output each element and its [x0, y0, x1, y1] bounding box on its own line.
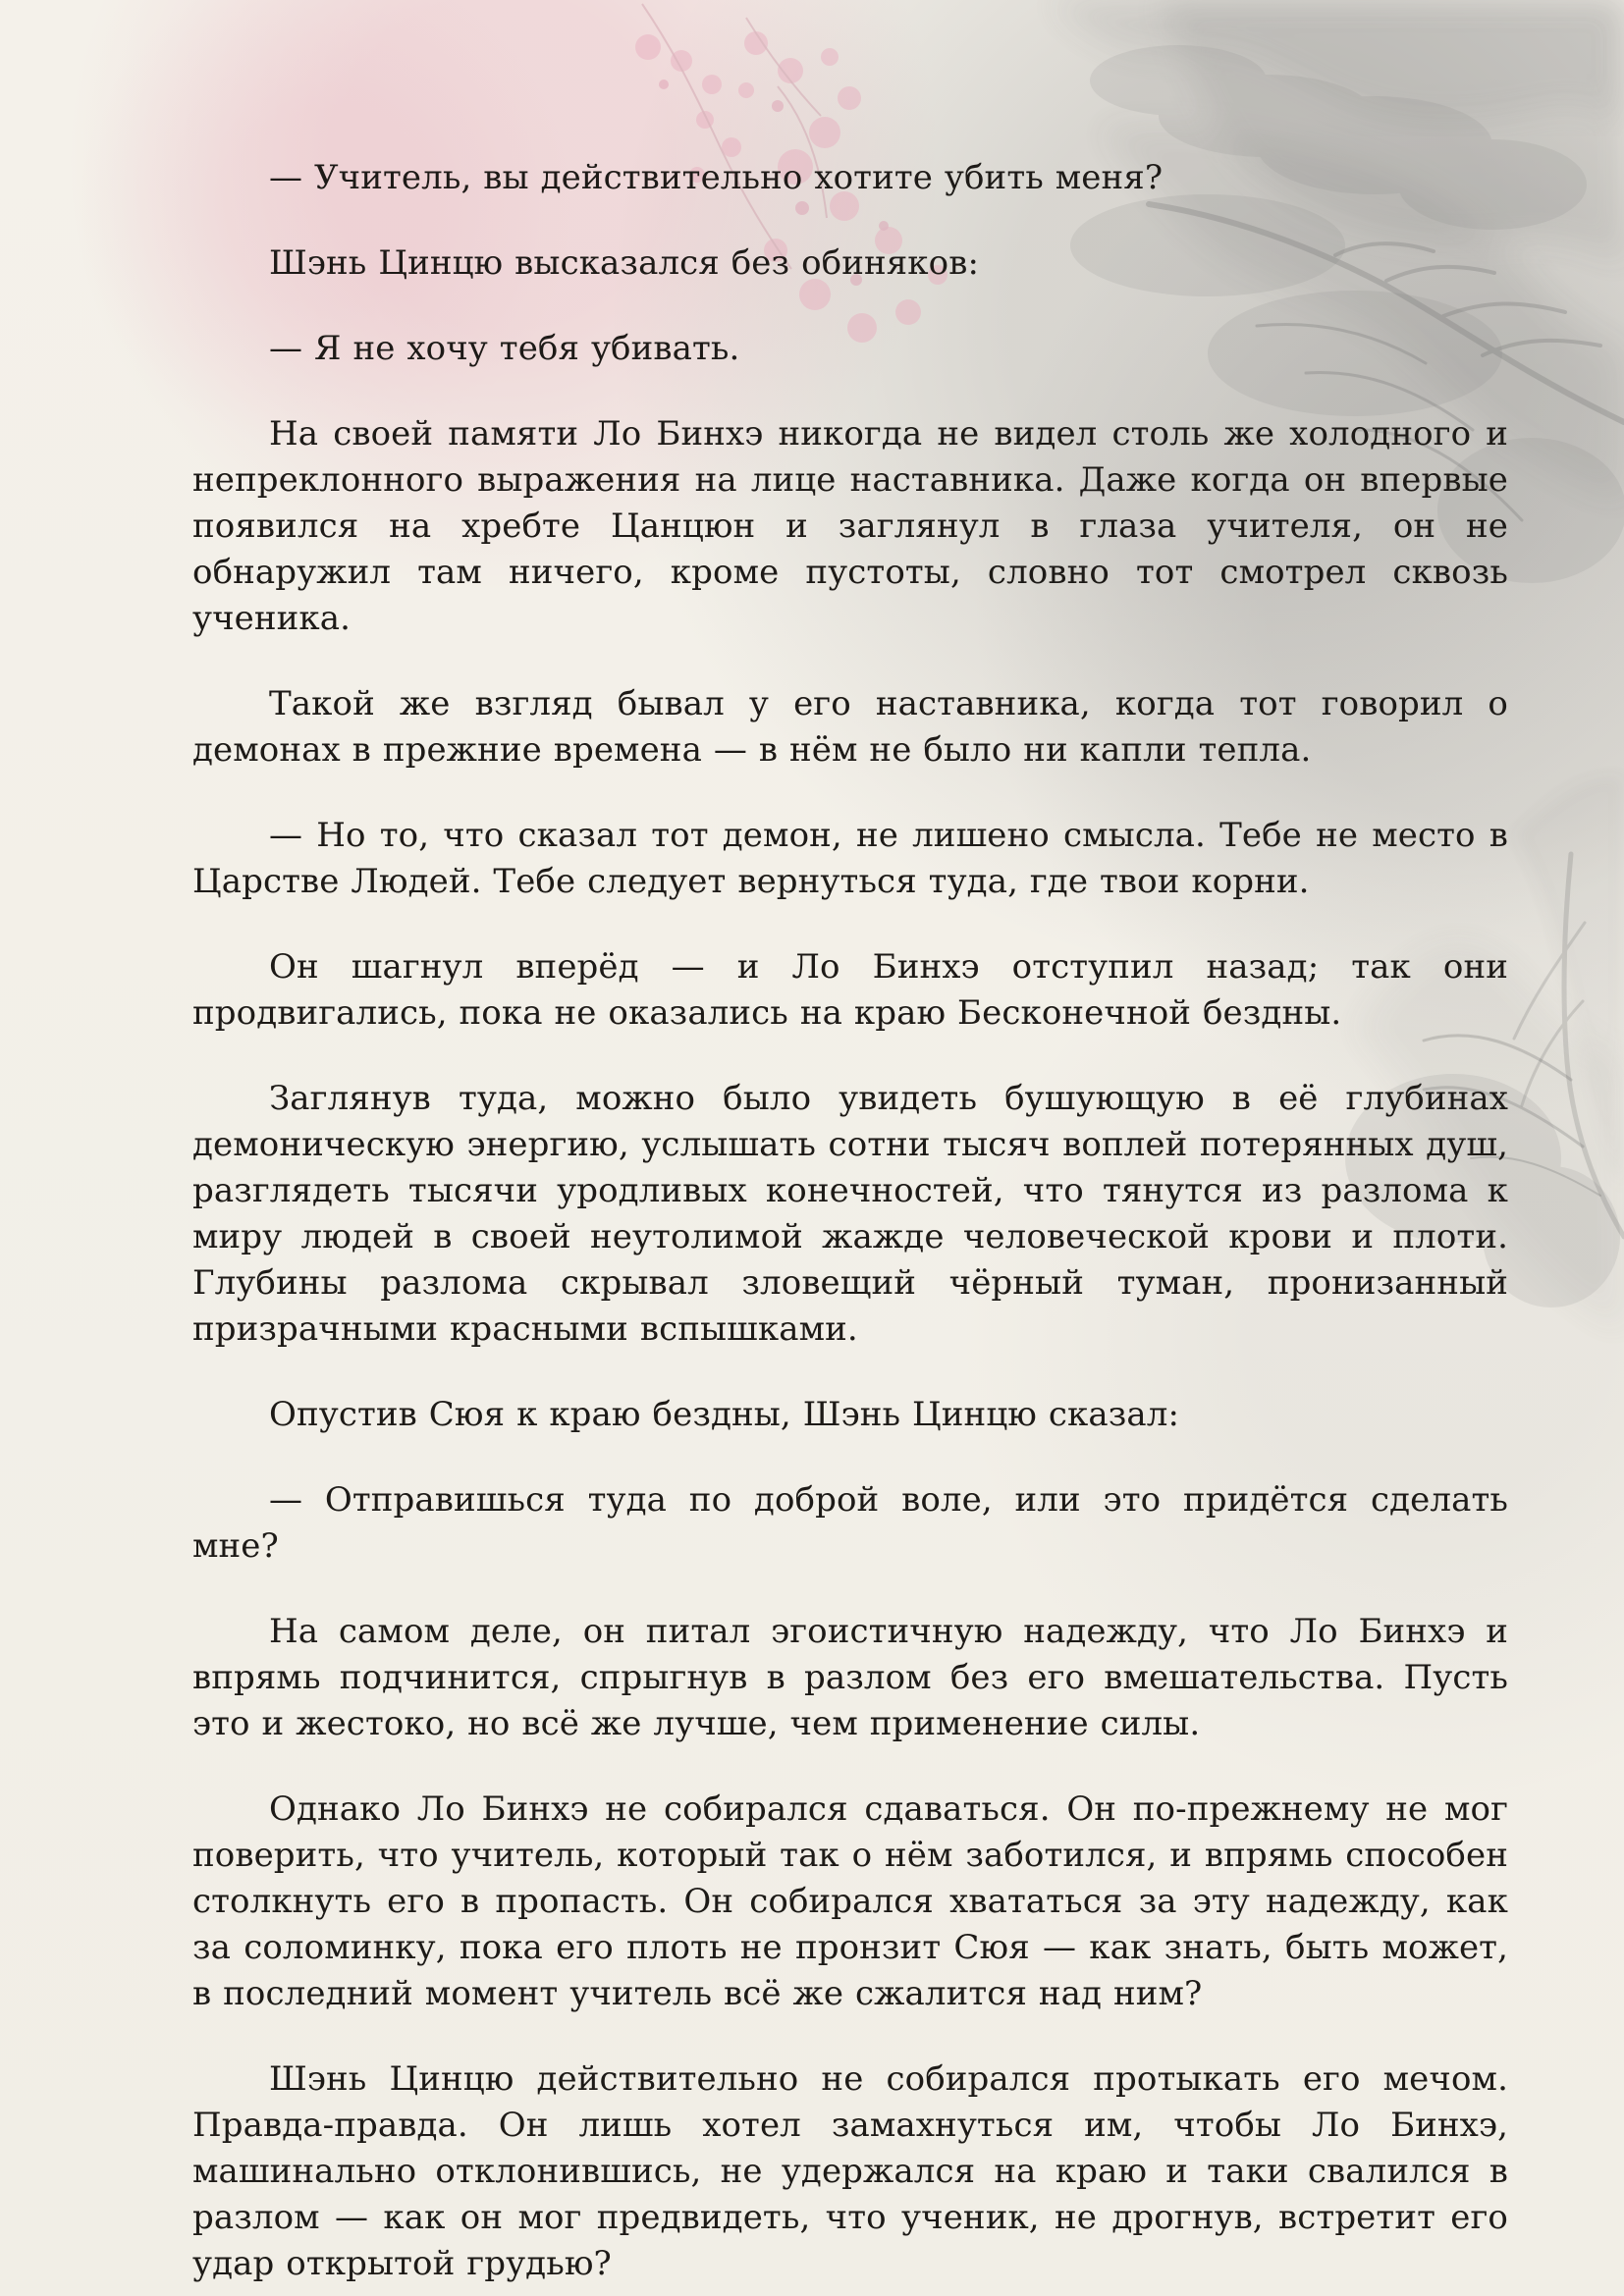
main-text — [192, 155, 1508, 2287]
paragraph-3: — Я не хочу тебя убивать. — [269, 329, 740, 368]
paragraph-7: Он шагнул вперёд — и Ло Бинхэ отступил назад; так они продвигались, пока не оказались на краю Бесконечной бездны. — [192, 947, 1508, 1033]
paragraph-4: На своей памяти Ло Бинхэ никогда не видел столь же холодного и непреклонного выражения на лице наставника. Даже когда он впервые появился на хребте Цанцюн и заглянул в глаза учителя, он не обнаружил там ничего, кроме пустоты, словно тот смотрел сквозь ученика. — [192, 414, 1508, 638]
paragraph-6: — Но то, что сказал тот демон, не лишено смысла. Тебе не место в Царстве Людей. Тебе следует вернуться туда, где твои корни. — [192, 816, 1508, 901]
paragraph-13: Шэнь Цинцю действительно не собирался протыкать его мечом. Правда-правда. Он лишь хотел замахнуться им, чтобы Ло Бинхэ, машинально отклонившись, не удержался на краю и таки свалился в разлом — как он мог предвидеть, что ученик, не дрогнув, встретит его удар открытой грудью? — [192, 2059, 1508, 2283]
paragraph-8: Заглянув туда, можно было увидеть бушующую в её глубинах демоническую энергию, услышать сотни тысяч воплей потерянных душ, разглядеть тысячи уродливых конечностей, что тянутся из разлома к миру людей в своей неутолимой жажде человеческой крови и плоти. Глубины разлома скрывал зловещий чёрный туман, пронизанный призрачными красными вспышками. — [192, 1079, 1508, 1349]
paragraph-10: — Отправишься туда по доброй воле, или это придётся сделать мне? — [192, 1480, 1508, 1566]
paragraph-12: Однако Ло Бинхэ не собирался сдаваться. Он по-прежнему не мог поверить, что учитель, который так о нём заботился, и впрямь способен столкнуть его в пропасть. Он собирался хвататься за эту надежду, как за соломинку, пока его плоть не пронзит Сюя — как знать, быть может, в последний момент учитель всё же сжалится над ним? — [192, 1789, 1508, 2013]
paragraph-1: — Учитель, вы действительно хотите убить меня? — [269, 158, 1164, 197]
paragraph-2: Шэнь Цинцю высказался без обиняков: — [269, 243, 980, 283]
paragraph-11: На самом деле, он питал эгоистичную надежду, что Ло Бинхэ и впрямь подчинится, спрыгнув в разлом без его вмешательства. Пусть это и жестоко, но всё же лучше, чем применение силы. — [192, 1612, 1508, 1743]
paragraph-9: Опустив Сюя к краю бездны, Шэнь Цинцю сказал: — [269, 1395, 1180, 1434]
paragraph-5: Такой же взгляд бывал у его наставника, когда тот говорил о демонах в прежние времена — в нём не было ни капли тепла. — [192, 684, 1508, 770]
right-edge-branch — [1514, 854, 1624, 1237]
